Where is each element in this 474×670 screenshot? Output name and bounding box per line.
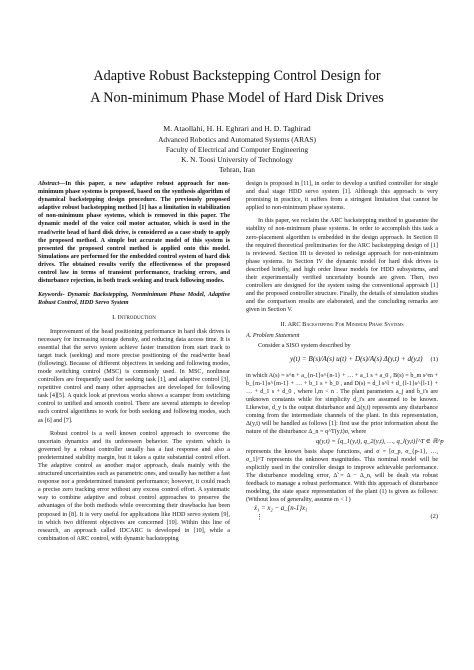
equation-1-block: [246, 350, 438, 372]
abstract-label: Abstract: [38, 181, 60, 187]
equation-q: q(y,t) = [q_1(y,t), q_2(y,t), …, q_l(y,t)]^T ∈ ℝ^p: [316, 437, 444, 445]
affiliation-line-3: K. N. Toosi University of Technology: [181, 155, 293, 164]
keywords-label: Keywords-: [38, 292, 65, 299]
q-text: represents the known basis shape functions, and σ = [σ_p, σ_{p-1}, …, σ_1]^T represents the unknown magnitudes. This nominal model will be explicitly used in the controller design to improve achievable performance. The disturbance modeling error, Δ̃ = Δ − Δ_n, will be dealt via robust feedback to manage a robust performance. With this approach of disturbance modeling, the state space representation of the plant (1) is given as follows: (Without loss of generality, assume m < l ): [246, 448, 438, 504]
equation-1: y(t) = B(s)/A(s) u(t) + D(s)/A(s) Δ(y,t) + d(y,t): [290, 354, 423, 363]
intro-paragraph-2: Robust control is a well known control approach to overcome the uncertain dynamics and its unforeseen behavior. The system which is governed by a robust controller usually has a fast response and also a predetermined stability margin, but it takes a quite substantial control effort. The adaptive control as another major approach, deals mainly with the structured uncertainties such as parametric ones, and usually has neither a fast response nor a predetermined transient performance; however, it could reach a precise zero tracking error without any excess control effort. A systematic way to combine adaptive and robust control approaches to preserve the advantages of the both methods while overcoming their drawbacks has been proposed in [8]. It is very useful for applications like HDD servo system [9], in which two different objectives are concerned [10]. Within this line of research, an approach called IDCARC is developed in [10], while a combination of ARC control, with dynamic backstepping: [38, 430, 230, 542]
equation-1-number: (1): [430, 355, 438, 363]
paper-title-line-1: Adaptive Robust Backstepping Control Design for: [93, 68, 381, 84]
intro-paragraph-1: Improvement of the head positioning performance in hard disk drives is necessary for increasing storage density, and reducing data access time. It is essential that the servo system achieve faster transition from start track to target track (seeking) and more precise positioning of the read/write head (following). Because of different objectives in seeking and following modes, mode switching control (MSC) is commonly used. In MSC, nonlinear controllers are frequently used for seeking task [1], and adaptive control [3], repetitive control and many other approaches are developed for following task [4][5]. A quick look at previous works shows a scamper from switching control to unified and smooth control. There are several attempts to develop such control algorithms to work for both seeking and following modes, such as [6] and [7].: [38, 328, 230, 424]
in-which-text: in which A(s) = s^n + a_{n-1}s^{n-1} + … + a_1 s + a_0 , B(s) = b_m s^m + b_{m-1}s^{m-1} + … + b_1 s + b_0 , and D(s) = d_l s^l + d_{l-1}s^{l-1} + … + d_1 s + d_0 , where l,m < n . The plant parameters a_j and b_i's are unknown constants while for simplicity d_i's are assumed to be known. Likewise, d_y is the output disturbance and Δ(y,t) represents any disturbance coming from the intermediate channels of the plant. In this representation, Δ(y,t) will be handled as follows [1]: first use the prior information about the nature of the disturbance Δ_n = q^T(y,t)σ, where: [246, 372, 438, 436]
keywords: [38, 291, 230, 307]
affiliation-line-2: Faculty of Electrical and Computer Engineering: [165, 145, 309, 154]
consider-text: Consider a SISO system described by: [258, 342, 351, 349]
section-heading-introduction: I. Introduction: [112, 314, 156, 322]
equation-2-line-1: ẋ₁ = x₂ − a_{n-1}x₁: [254, 505, 308, 513]
right-paragraph-2: In this paper, we reclaim the ARC backstepping method to guarantee the stability of non-minimum phase systems. In order to accomplish this task a zero-placement algorithm is embedded in the design approach. In Section II the required theoretical preliminaries for the ARC backstepping design of [1] is reviewed. Section III is devoted to redesign approach for non-minimum phase systems. In Section IV the dynamic model for hard disk drives is described briefly, and high order linear models for HDD subsystems, and their experimentally verified uncertainty bounds are given. Then, two controllers are designed for the system using the conventional approach [1] and the proposed controller structure. Finally, the details of simulation studies and the comparison results are elaborated, and the concluding remarks are given in Section V.: [246, 218, 438, 314]
affiliation-line-4: Tehran, Iran: [218, 165, 255, 174]
equation-2-block: [246, 504, 438, 526]
equation-q-block: [246, 437, 444, 448]
abstract: [38, 180, 230, 285]
paper-title-line-2: A Non-minimum Phase Model of Hard Disk Drives: [90, 90, 384, 106]
left-column: [38, 180, 230, 543]
authors: M. Ataollahi, H. H. Eghrari and H. D. Taghirad: [163, 124, 311, 133]
affiliation-line-1: Advanced Robotics and Automated Systems (ARAS): [158, 135, 316, 144]
section-heading-arc: II. ARC Backstepping For Minimum Phase Systems: [280, 320, 404, 328]
equation-2-line-2: ⋮: [256, 514, 263, 522]
keywords-text: Dynamic Backstepping, Nonminimum Phase Model, Adaptive Robust Control, HDD Servo System: [38, 292, 230, 307]
right-paragraph-1: design is proposed in [11], in order to develop a unified controller for single and dual stage HDD servo system [1]. Although this approach is very promising in practice, it suffers from a stringent limitation that cannot be applied to non-minimum phase systems.: [246, 181, 438, 212]
equation-2-number: (2): [430, 513, 438, 521]
right-column: [246, 180, 444, 526]
abstract-text: —In this paper, a new adaptive robust approach for non-minimum phase systems is proposed, based on the synthesis algorithm of dynamical backstepping design procedure. The previously proposed adaptive robust backstepping method [1] has a limitation in stabilization of non-minimum phase systems, which is removed in this paper. The dynamic model of the voice coil motor actuator, which is used in the read/write head of hard disk drive, is considered as a case study to apply the proposed method. A simple but accurate model of this system is presented the proposed control method is applied onto this model. Simulations are performed for the embedded control system of hard disk drives. The obtained results verify the effectiveness of the proposed control law in terms of transient performance, tracking errors, and disturbance rejection, in both track seeking and track following modes.: [38, 181, 230, 285]
subsection-problem-statement: A. Problem Statement: [246, 332, 300, 339]
